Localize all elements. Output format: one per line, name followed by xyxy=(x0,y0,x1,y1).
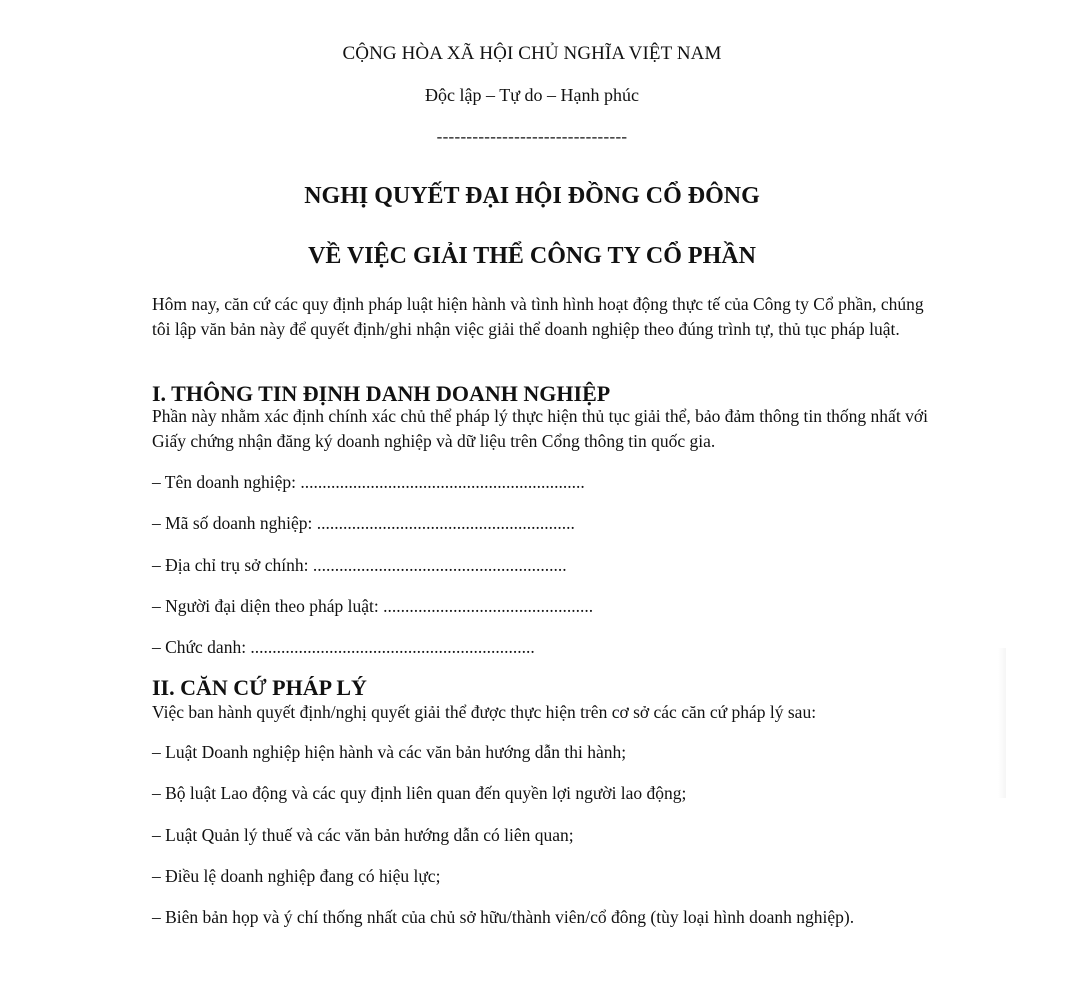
document-title: NGHỊ QUYẾT ĐẠI HỘI ĐỒNG CỔ ĐÔNG xyxy=(304,183,760,209)
field-position: – Chức danh: ................................................................. xyxy=(152,637,535,657)
field-legal-representative: – Người đại diện theo pháp luật: ................................................ xyxy=(152,596,594,616)
section-1-description: Phần này nhằm xác định chính xác chủ thể pháp lý thực hiện thủ tục giải thể, bảo đảm thông tin thống nhất với Giấy chứng nhận đăng ký doanh nghiệp và dữ liệu trên Cổng thông tin quốc gia. xyxy=(152,406,928,451)
field-head-office-address: – Địa chỉ trụ sở chính: .......................................................... xyxy=(152,555,567,575)
legal-basis-item: – Bộ luật Lao động và các quy định liên quan đến quyền lợi người lao động; xyxy=(152,783,687,803)
intro-paragraph: Hôm nay, căn cứ các quy định pháp luật hiện hành và tình hình hoạt động thực tế của Công ty Cổ phần, chúng tôi lập văn bản này để quyết định/ghi nhận việc giải thể doanh nghiệp theo đúng trình tự, thủ tục pháp luật. xyxy=(152,294,924,339)
field-company-name: – Tên doanh nghiệp: ................................................................. xyxy=(152,472,585,492)
section-2-description: Việc ban hành quyết định/nghị quyết giải thể được thực hiện trên cơ sở các căn cứ pháp lý sau: xyxy=(152,702,817,722)
field-company-code: – Mã số doanh nghiệp: ........................................................... xyxy=(152,513,575,533)
document-subtitle: VỀ VIỆC GIẢI THỂ CÔNG TY CỔ PHẦN xyxy=(308,243,756,269)
legal-basis-item: – Biên bản họp và ý chí thống nhất của chủ sở hữu/thành viên/cổ đông (tùy loại hình doanh nghiệp). xyxy=(152,907,855,927)
section-1-heading: I. THÔNG TIN ĐỊNH DANH DOANH NGHIỆP xyxy=(152,381,611,406)
section-2-heading: II. CĂN CỨ PHÁP LÝ xyxy=(152,675,367,700)
national-motto: Độc lập – Tự do – Hạnh phúc xyxy=(425,85,639,105)
legal-basis-item: – Luật Doanh nghiệp hiện hành và các văn bản hướng dẫn thi hành; xyxy=(152,742,627,762)
legal-basis-item: – Luật Quản lý thuế và các văn bản hướng dẫn có liên quan; xyxy=(152,825,574,845)
header-divider: -------------------------------- xyxy=(436,127,628,146)
national-title: CỘNG HÒA XÃ HỘI CHỦ NGHĨA VIỆT NAM xyxy=(342,43,722,64)
legal-basis-item: – Điều lệ doanh nghiệp đang có hiệu lực; xyxy=(152,866,441,886)
page-edge-shadow xyxy=(998,648,1006,798)
